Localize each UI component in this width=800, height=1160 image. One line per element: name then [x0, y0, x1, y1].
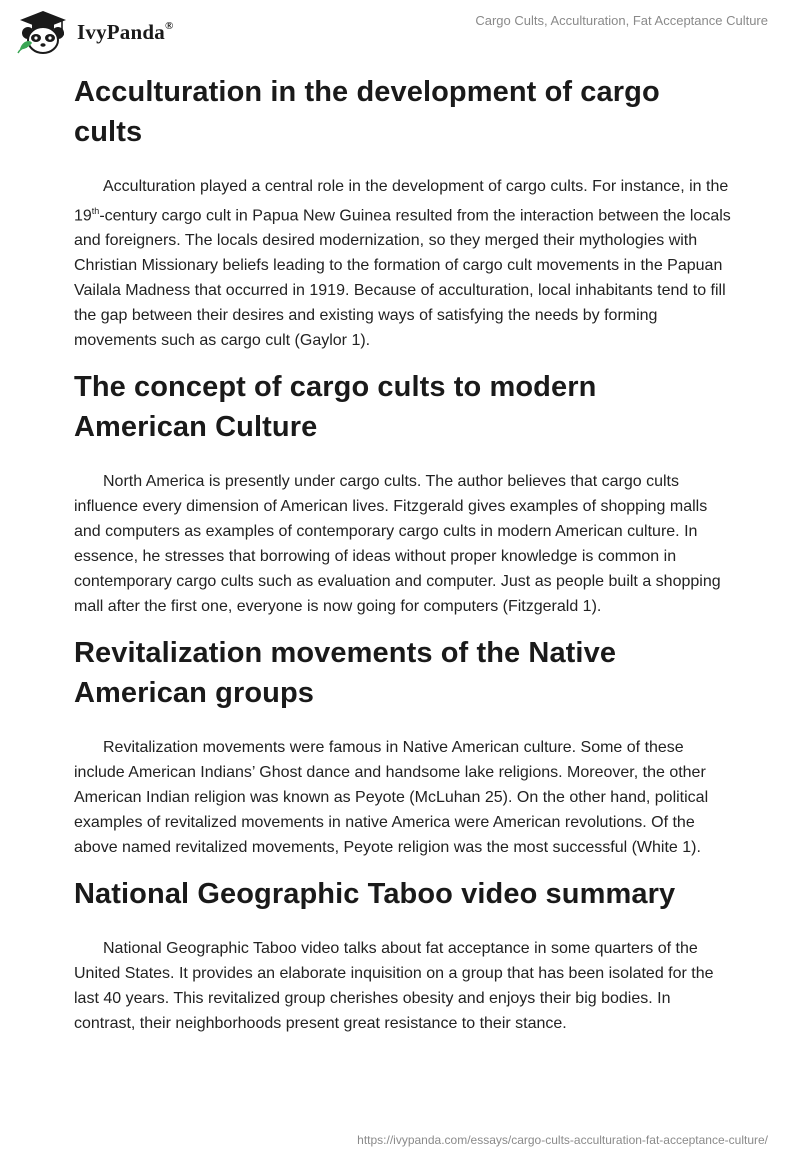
- section-revitalization-movements: [74, 633, 734, 860]
- section-paragraph: Revitalization movements were famous in Native American culture. Some of these include American Indians’ Ghost dance and handsome lake religions. Moreover, the other American Indian religion was known as Peyote (McLuhan 25). On the other hand, political examples of revitalized movements in native America were American revolutions. Of the above named revitalized movements, Peyote religion was the most successful (White 1).: [74, 739, 709, 857]
- brand-name: IvyPanda®: [77, 19, 174, 44]
- section-acculturation: [74, 72, 734, 353]
- section-cargo-cults-american-culture: [74, 367, 734, 619]
- source-url[interactable]: https://ivypanda.com/essays/cargo-cults-acculturation-fat-acceptance-culture/: [357, 1133, 768, 1147]
- section-heading: Acculturation in the development of cargo cults: [74, 76, 660, 148]
- essay-content: [74, 72, 734, 1036]
- section-taboo-video-summary: [74, 874, 734, 1036]
- section-heading: The concept of cargo cults to modern American Culture: [74, 371, 597, 444]
- panda-graduate-icon: [16, 9, 70, 55]
- section-paragraph: Acculturation played a central role in the development of cargo cults. For instance, in the 19th-century cargo cult in Papua New Guinea resulted from the interaction between the locals and foreigners. The locals desired modernization, so they merged their mythologies with Christian Missionary beliefs leading to the formation of cargo cult movements in the Papuan Vailala Madness that occurred in 1919. Because of acculturation, local inhabitants tend to fill the gap between their desires and existing ways of satisfying the needs by forming movements such as cargo cult (Gaylor 1).: [74, 178, 731, 350]
- ivypanda-logo[interactable]: [16, 9, 173, 55]
- section-heading: Revitalization movements of the Native American groups: [74, 637, 617, 710]
- page-header: [0, 0, 800, 70]
- section-paragraph: North America is presently under cargo cults. The author believes that cargo cults influence every dimension of American lives. Fitzgerald gives examples of shopping malls and computers as examples of contemporary cargo cults in modern American culture. In essence, he stresses that borrowing of ideas without proper knowledge is common in contemporary cargo cults such as evaluation and computer. Just as people built a shopping mall after the first one, everyone is now going for computers (Fitzgerald 1).: [74, 473, 721, 616]
- section-heading: National Geographic Taboo video summary: [74, 878, 676, 911]
- running-title: Cargo Cults, Acculturation, Fat Acceptance Culture: [475, 13, 768, 28]
- section-paragraph: National Geographic Taboo video talks about fat acceptance in some quarters of the United States. It provides an elaborate inquisition on a group that has been isolated for the last 40 years. This revitalized group cherishes obesity and enjoys their big bodies. In contrast, their neighborhoods present great resistance to their stance.: [74, 940, 714, 1033]
